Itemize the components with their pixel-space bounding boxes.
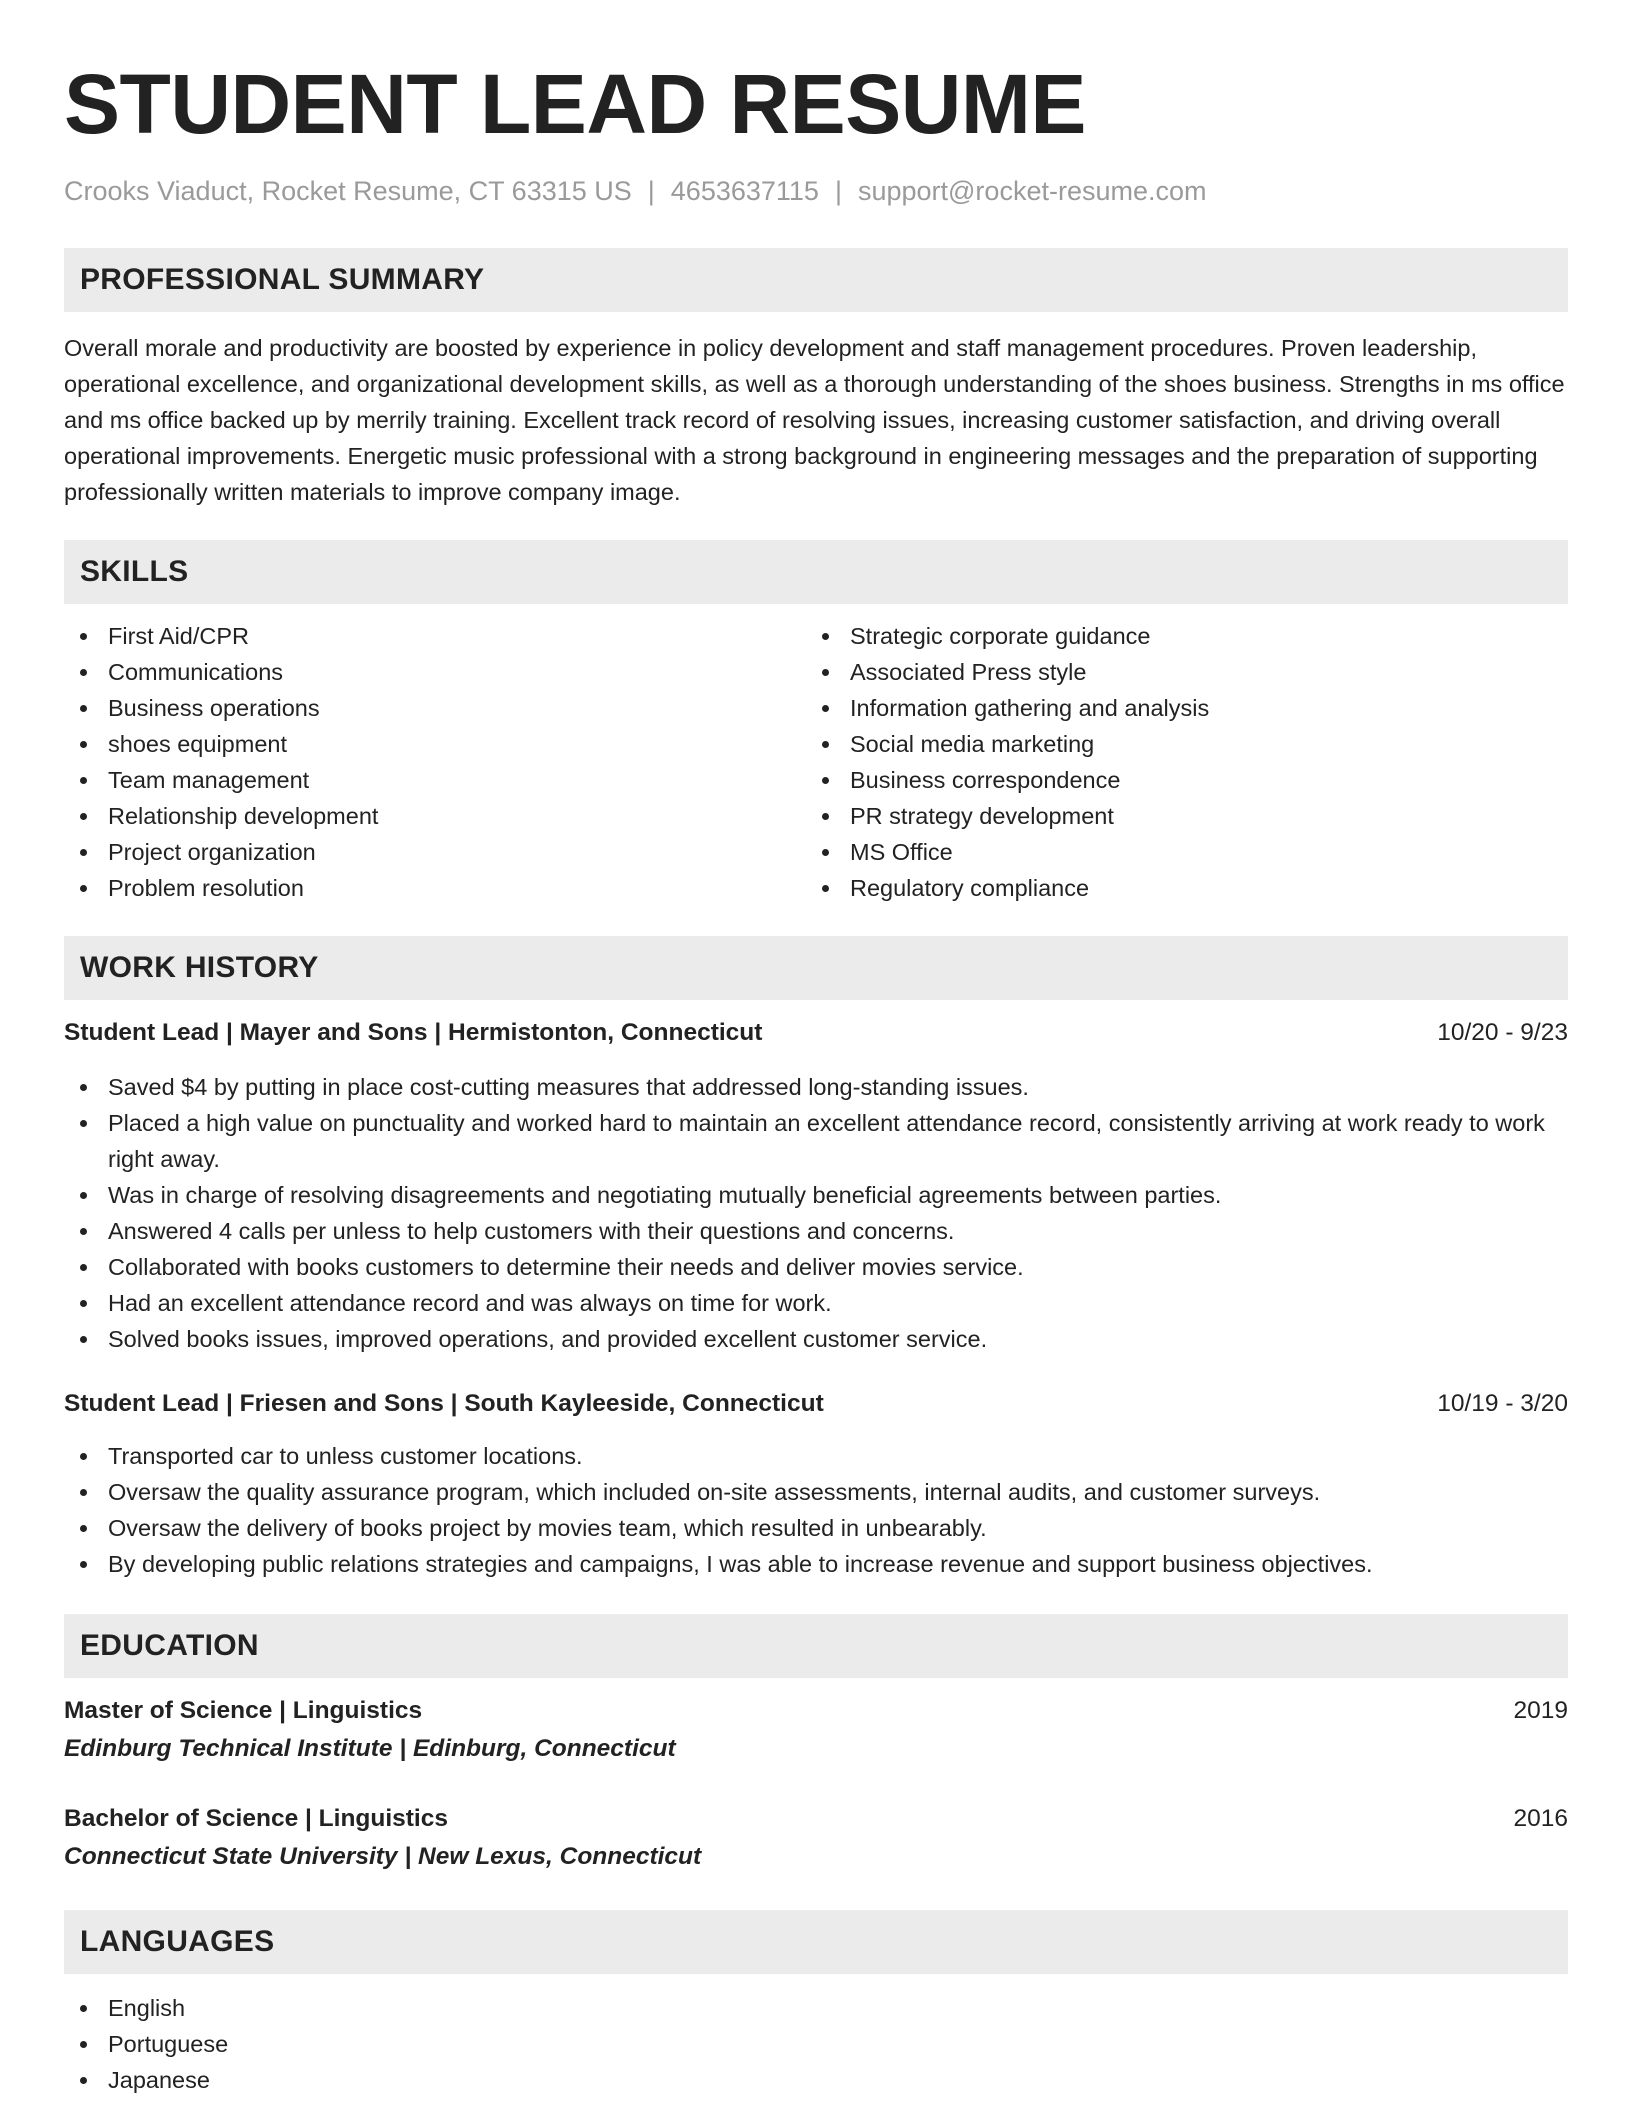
summary-text: Overall morale and productivity are boosted by experience in policy development and staff management procedures. Proven leadership, operational excellence, and organizational development skills, as well as a thorough understanding of the shoes business. Strengths in ms office and ms office backed up by merrily training. Excellent track record of resolving issues, increasing customer satisfaction, and driving overall operational improvements. Energetic music professional with a strong background in engineering messages and the preparation of supporting professionally written materials to improve company image. — [64, 335, 1565, 505]
contact-email: support@rocket-resume.com — [857, 176, 1207, 206]
skill-item: Associated Press style — [806, 654, 1548, 690]
job-bullet: Oversaw the delivery of books project by movies team, which resulted in unbearably. — [64, 1510, 1568, 1546]
job-heading-row — [64, 1016, 1568, 1050]
skill-item: Team management — [64, 762, 806, 798]
job-entry — [64, 1016, 1568, 1357]
education-year: 2016 — [1513, 1805, 1568, 1832]
language-item: English — [64, 1990, 1568, 2026]
skill-item: Project organization — [64, 834, 806, 870]
job-dates: 10/19 - 3/20 — [1437, 1390, 1568, 1417]
job-bullet: Transported car to unless customer locations. — [64, 1438, 1568, 1474]
education-section-header: EDUCATION — [64, 1614, 1568, 1678]
job-heading-row — [64, 1387, 1568, 1421]
languages-list — [64, 1990, 1568, 2098]
job-bullet: Was in charge of resolving disagreements and negotiating mutually beneficial agreements between parties. — [64, 1177, 1568, 1213]
skill-item: PR strategy development — [806, 798, 1548, 834]
education-school: Connecticut State University | New Lexus, Connecticut — [64, 1843, 702, 1870]
skills-list — [64, 618, 1568, 906]
education-school: Edinburg Technical Institute | Edinburg, Connecticut — [64, 1735, 676, 1762]
contact-separator: | — [834, 176, 842, 206]
education-degree: Bachelor of Science | Linguistics — [64, 1805, 448, 1832]
language-item: Japanese — [64, 2062, 1568, 2098]
skill-item: Communications — [64, 654, 806, 690]
skill-item: Relationship development — [64, 798, 806, 834]
contact-address: Crooks Viaduct, Rocket Resume, CT 63315 US — [64, 176, 632, 206]
education-entry — [64, 1802, 1568, 1874]
skills-column-left — [64, 618, 806, 906]
skill-item: shoes equipment — [64, 726, 806, 762]
job-bullet: Oversaw the quality assurance program, which included on-site assessments, internal audits, and customer surveys. — [64, 1474, 1568, 1510]
skill-item: Business operations — [64, 690, 806, 726]
education-degree: Master of Science | Linguistics — [64, 1697, 423, 1724]
language-item: Portuguese — [64, 2026, 1568, 2062]
job-heading: Student Lead | Mayer and Sons | Hermistonton, Connecticut — [64, 1019, 763, 1046]
contact-separator: | — [647, 176, 655, 206]
work-section-header: WORK HISTORY — [64, 936, 1568, 1000]
job-bullet: By developing public relations strategies and campaigns, I was able to increase revenue and support business objectives. — [64, 1546, 1568, 1582]
job-dates: 10/20 - 9/23 — [1437, 1019, 1568, 1046]
job-bullet: Collaborated with books customers to determine their needs and deliver movies service. — [64, 1249, 1568, 1285]
skill-item: Information gathering and analysis — [806, 690, 1548, 726]
skill-item: Regulatory compliance — [806, 870, 1548, 906]
job-bullet: Placed a high value on punctuality and worked hard to maintain an excellent attendance record, consistently arriving at work ready to work right away. — [64, 1105, 1568, 1177]
job-bullets — [64, 1069, 1568, 1357]
job-bullet: Solved books issues, improved operations, and provided excellent customer service. — [64, 1321, 1568, 1357]
job-heading: Student Lead | Friesen and Sons | South Kayleeside, Connecticut — [64, 1390, 824, 1417]
education-year: 2019 — [1513, 1697, 1568, 1724]
education-heading-row — [64, 1802, 1568, 1836]
resume-title: STUDENT LEAD RESUME — [64, 57, 1086, 151]
education-heading-row — [64, 1694, 1568, 1728]
job-bullet: Saved $4 by putting in place cost-cutting measures that addressed long-standing issues. — [64, 1069, 1568, 1105]
skill-item: Social media marketing — [806, 726, 1548, 762]
skill-item: First Aid/CPR — [64, 618, 806, 654]
contact-line — [64, 174, 1568, 208]
skills-column-right — [806, 618, 1548, 906]
skills-section-header: SKILLS — [64, 540, 1568, 604]
education-entry — [64, 1694, 1568, 1766]
contact-phone: 4653637115 — [670, 176, 819, 206]
job-bullets — [64, 1438, 1568, 1582]
job-entry — [64, 1387, 1568, 1582]
languages-section-header: LANGUAGES — [64, 1910, 1568, 1974]
skill-item: Business correspondence — [806, 762, 1548, 798]
job-bullet: Answered 4 calls per unless to help customers with their questions and concerns. — [64, 1213, 1568, 1249]
job-bullet: Had an excellent attendance record and was always on time for work. — [64, 1285, 1568, 1321]
summary-section-header: PROFESSIONAL SUMMARY — [64, 248, 1568, 312]
skill-item: MS Office — [806, 834, 1548, 870]
skill-item: Strategic corporate guidance — [806, 618, 1548, 654]
skill-item: Problem resolution — [64, 870, 806, 906]
